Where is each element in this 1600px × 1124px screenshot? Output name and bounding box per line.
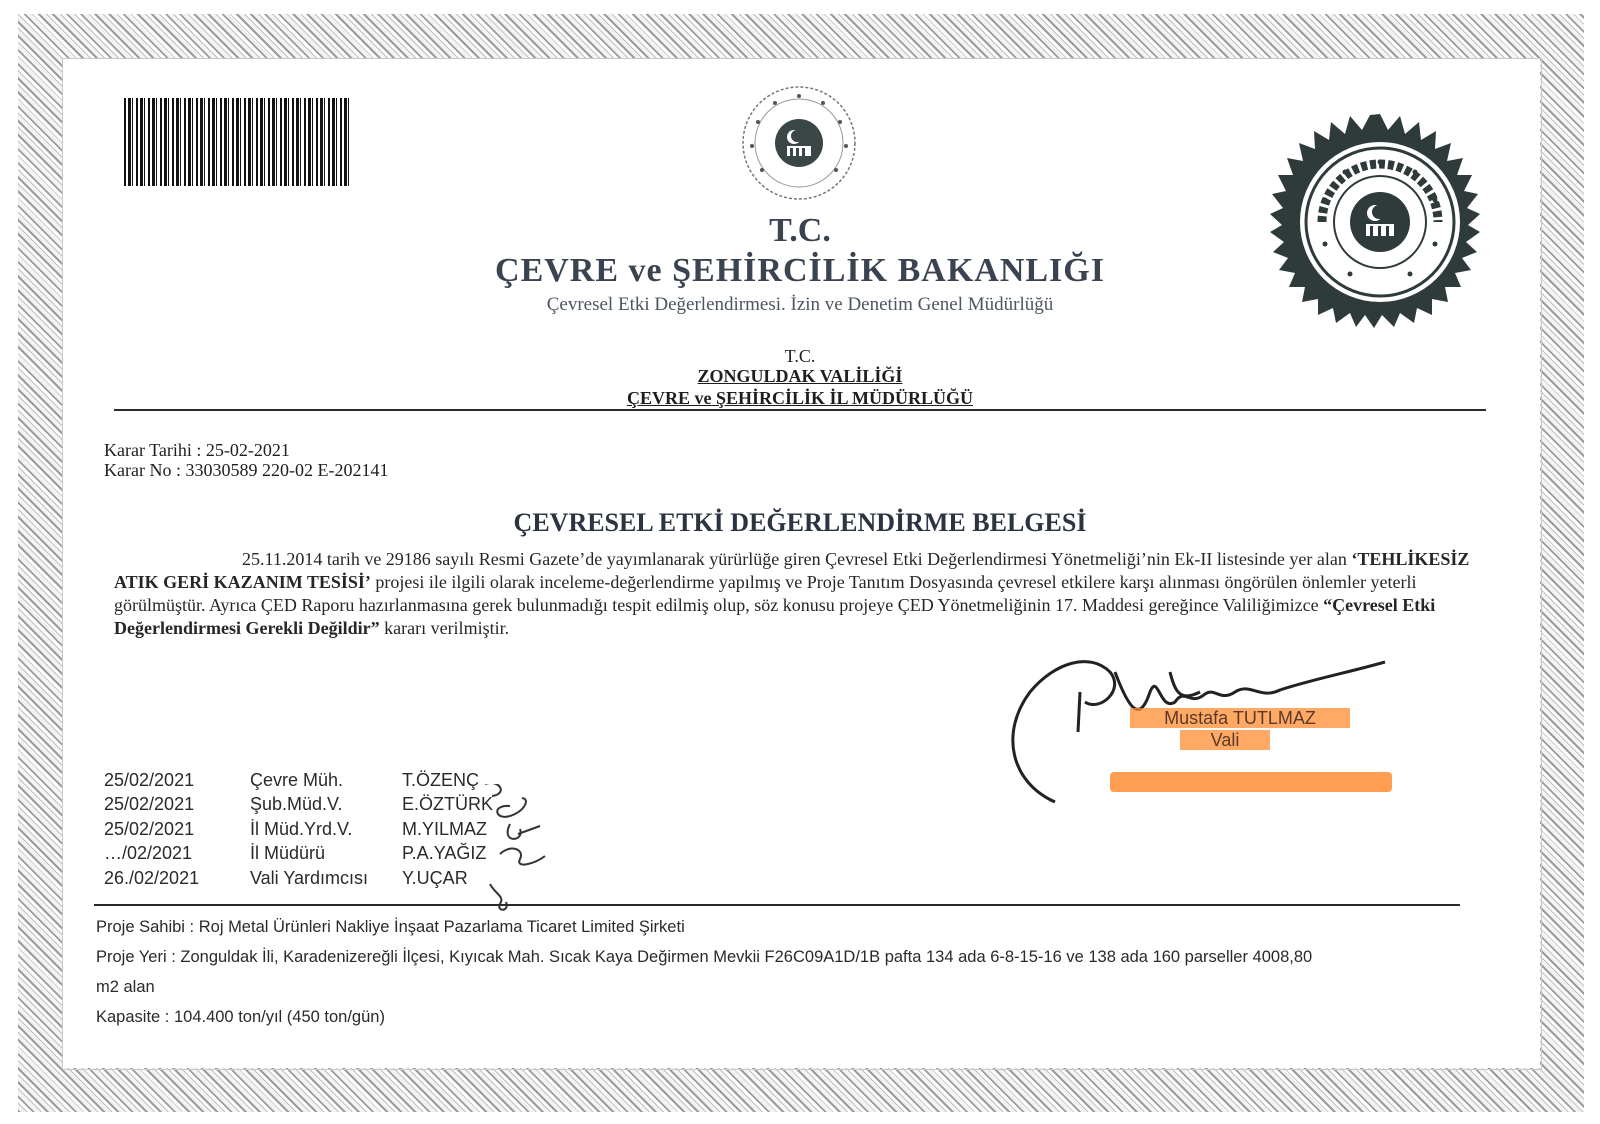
directorate-name: Çevresel Etki Değerlendirmesi. İzin ve Denetim Genel Müdürlüğü — [546, 294, 1054, 315]
project-location: Proje Yeri : Zonguldak İli, Karadenizereğli İlçesi, Kıyıcak Mah. Sıcak Kaya Değirmen Mevkii F26C09A1D/1B pafta 134 ada 6-8-15-16 ve 138 ada 160 parseller 4008,80 — [96, 948, 1313, 966]
approval-role: İl Müd.Yrd.V. — [250, 819, 353, 839]
approval-name: M.YILMAZ — [402, 819, 488, 839]
body-text-1: 25.11.2014 tarih ve 29186 sayılı Resmi Gazete’de yayımlanarak yürürlüğe giren Çevresel Etki Değerlendirmesi Yönetmeliği’nin Ek-II listesinde yer alan — [242, 549, 1352, 569]
body-text-3: kararı verilmiştir. — [379, 618, 510, 638]
approval-date: 25/02/2021 — [104, 819, 195, 839]
ministry-seal-icon — [1270, 112, 1490, 332]
approval-name: P.A.YAĞIZ — [402, 843, 487, 863]
project-capacity: Kapasite : 104.400 ton/yıl (450 ton/gün) — [96, 1008, 385, 1026]
barcode-icon — [124, 98, 349, 186]
header-divider — [114, 409, 1486, 411]
governorate-name: ZONGULDAK VALİLİĞİ — [697, 366, 903, 386]
approval-name: E.ÖZTÜRK — [402, 794, 494, 814]
approval-role: Çevre Müh. — [250, 770, 344, 790]
project-location-area: m2 alan — [96, 978, 155, 996]
project-owner: Proje Sahibi : Roj Metal Ürünleri Nakliye İnşaat Pazarlama Ticaret Limited Şirketi — [96, 918, 685, 936]
office-tc: T.C. — [784, 346, 816, 366]
approval-name: T.ÖZENÇ — [402, 770, 480, 790]
ministry-emblem-icon — [740, 84, 858, 202]
approval-date: 25/02/2021 — [104, 770, 195, 790]
approval-date: 25/02/2021 — [104, 794, 195, 814]
document-body — [114, 548, 1482, 640]
document-title: ÇEVRESEL ETKİ DEĞERLENDİRME BELGESİ — [513, 508, 1087, 537]
ministry-name: ÇEVRE ve ŞEHİRCİLİK BAKANLIĞI — [495, 252, 1105, 289]
signer-title: Vali — [1180, 730, 1270, 750]
approval-role: Vali Yardımcısı — [250, 868, 369, 888]
highlight-bar — [1110, 772, 1392, 792]
body-text-2: projesi ile ilgili olarak inceleme-değerlendirme yapılmış ve Proje Tanıtım Dosyasında çevresel etkilere karşı alınması öngörülen önlemler yeterli görülmüştür. Ayrıca ÇED Raporu hazırlanmasına gerek bulunmadığı tespit edilmiş olup, söz konusu projeye ÇED Yönetmeliğinin 17. Maddesi gereğince Valiliğimizce — [114, 572, 1417, 615]
approval-date: 26./02/2021 — [104, 868, 200, 888]
approval-role: İl Müdürü — [250, 843, 326, 863]
decision-number: Karar No : 33030589 220-02 E-202141 — [104, 460, 389, 480]
signer-name: Mustafa TUTLMAZ — [1130, 708, 1350, 728]
header-tc: T.C. — [769, 212, 831, 249]
approval-role: Şub.Müd.V. — [250, 794, 343, 814]
approval-initials — [480, 784, 560, 924]
decision-date: Karar Tarihi : 25-02-2021 — [104, 440, 290, 460]
project-name: ‘TEHLİKESİZ ATIK GERİ KAZANIM TESİSİ’ — [114, 549, 1470, 592]
decision-quote: “Çevresel Etki Değerlendirmesi Gerekli Değildir” — [114, 595, 1436, 638]
approval-date: …/02/2021 — [104, 843, 193, 863]
provincial-directorate-name: ÇEVRE ve ŞEHİRCİLİK İL MÜDÜRLÜĞÜ — [626, 388, 974, 408]
footer-divider — [94, 904, 1460, 906]
approval-name: Y.UÇAR — [402, 868, 468, 888]
